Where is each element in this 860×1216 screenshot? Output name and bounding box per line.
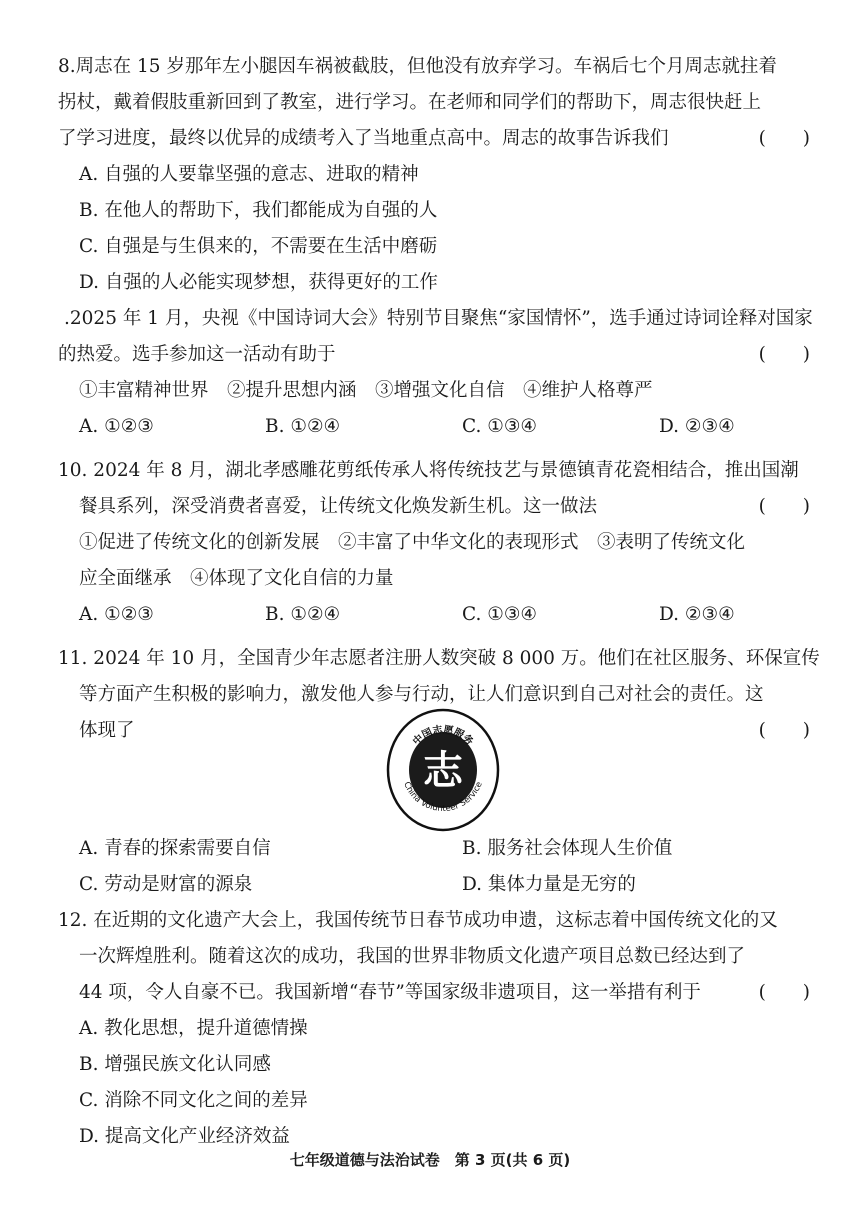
- option-c: C. ①③④: [462, 604, 538, 625]
- option-a: A. 自强的人要靠坚强的意志、进取的精神: [79, 164, 419, 185]
- question-11-stem-text: 体现了: [79, 720, 135, 741]
- option-a: A. 教化思想，提升道德情操: [79, 1018, 308, 1039]
- statement-list: ①丰富精神世界 ②提升思想内涵 ③增强文化自信 ④维护人格尊严: [79, 380, 653, 401]
- option-d: D. 集体力量是无穷的: [462, 874, 636, 895]
- logo-center-char: 志: [423, 747, 463, 794]
- option-c: C. 消除不同文化之间的差异: [79, 1090, 308, 1111]
- question-8-stem-line: 拐杖，戴着假肢重新回到了教室，进行学习。在老师和同学们的帮助下，周志很快赶上: [58, 92, 762, 113]
- question-9-stem-text: 的热爱。选手参加这一活动有助于: [58, 344, 336, 365]
- option-d: D. 自强的人必能实现梦想，获得更好的工作: [79, 272, 438, 293]
- option-a: A. 青春的探索需要自信: [79, 838, 271, 859]
- question-8-stem-text: 了学习进度，最终以优异的成绩考入了当地重点高中。周志的故事告诉我们: [58, 128, 669, 149]
- answer-parentheses: ( ): [758, 982, 810, 1003]
- question-11-stem-line: 等方面产生积极的影响力，激发他人参与行动，让人们意识到自己对社会的责任。这: [79, 684, 764, 705]
- answer-parentheses: ( ): [758, 128, 810, 149]
- option-d: D. ②③④: [659, 604, 735, 625]
- statement-list: ①促进了传统文化的创新发展 ②丰富了中华文化的表现形式 ③表明了传统文化: [79, 532, 746, 553]
- option-b: B. 增强民族文化认同感: [79, 1054, 271, 1075]
- option-b: B. ①②④: [265, 416, 341, 437]
- question-12-stem-text: 44 项，令人自豪不已。我国新增“春节”等国家级非遗项目，这一举措有利于: [79, 982, 701, 1003]
- question-12-stem-line: 12. 在近期的文化遗产大会上，我国传统节日春节成功申遗，这标志着中国传统文化的又: [58, 910, 778, 931]
- option-a: A. ①②③: [79, 604, 154, 625]
- option-b: B. 服务社会体现人生价值: [462, 838, 673, 859]
- question-12-stem-line: [79, 975, 810, 1011]
- question-10-stem-text: 餐具系列，深受消费者喜爱，让传统文化焕发新生机。这一做法: [79, 496, 598, 517]
- option-c: C. 劳动是财富的源泉: [79, 874, 253, 895]
- page-footer: 七年级道德与法治试卷 第 3 页(共 6 页): [289, 1151, 571, 1169]
- option-b: B. ①②④: [265, 604, 341, 625]
- question-9-stem-line: [58, 337, 810, 373]
- option-d: D. 提高文化产业经济效益: [79, 1126, 290, 1147]
- option-c: C. ①③④: [462, 416, 538, 437]
- volunteer-service-logo: [386, 708, 500, 832]
- question-8-stem-line: 8.周志在 15 岁那年左小腿因车祸被截肢，但他没有放弃学习。车祸后七个月周志就拄着: [58, 56, 777, 77]
- question-11-stem-line: 11. 2024 年 10 月，全国青少年志愿者注册人数突破 8 000 万。他们在社区服务、环保宣传: [58, 648, 820, 669]
- answer-parentheses: ( ): [758, 344, 810, 365]
- option-d: D. ②③④: [659, 416, 735, 437]
- logo-top-text: 中国志愿服务: [411, 724, 475, 748]
- question-9-stem-line: .2025 年 1 月，央视《中国诗词大会》特别节目聚焦“家国情怀”，选手通过诗词诠释对国家: [64, 308, 813, 329]
- question-10-stem-line: [79, 489, 810, 525]
- logo-bottom-text: China Volunteer Service: [401, 780, 485, 815]
- answer-parentheses: ( ): [758, 720, 810, 741]
- option-a: A. ①②③: [79, 416, 154, 437]
- question-12-stem-line: 一次辉煌胜利。随着这次的成功，我国的世界非物质文化遗产项目总数已经达到了: [79, 946, 746, 967]
- question-10-stem-line: 10. 2024 年 8 月，湖北孝感雕花剪纸传承人将传统技艺与景德镇青花瓷相结合，推出国潮: [58, 460, 799, 481]
- answer-parentheses: ( ): [758, 496, 810, 517]
- option-b: B. 在他人的帮助下，我们都能成为自强的人: [79, 200, 438, 221]
- statement-list: 应全面继承 ④体现了文化自信的力量: [79, 568, 394, 589]
- question-8-stem-line: [58, 121, 810, 157]
- option-c: C. 自强是与生俱来的，不需要在生活中磨砺: [79, 236, 438, 257]
